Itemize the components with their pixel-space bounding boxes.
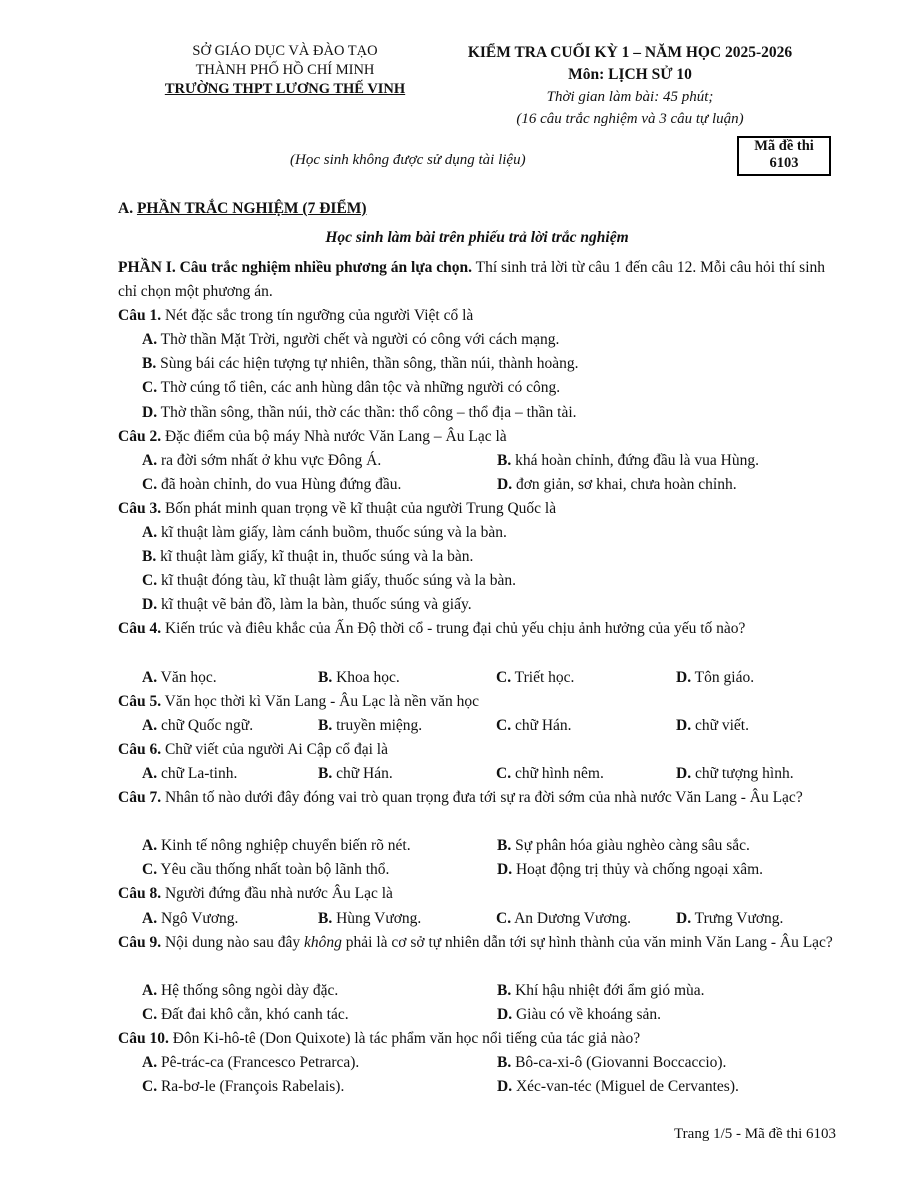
option-c[interactable] bbox=[142, 473, 497, 497]
exam-code-value: 6103 bbox=[769, 155, 799, 171]
option-key: B. bbox=[497, 1054, 512, 1072]
option-key: D. bbox=[497, 861, 513, 879]
option-d[interactable] bbox=[497, 858, 763, 882]
option-text: ra đời sớm nhất ở khu vực Đông Á. bbox=[157, 451, 382, 469]
option-d[interactable] bbox=[676, 907, 783, 931]
option-text: Đất đai khô cằn, khó canh tác. bbox=[157, 1005, 349, 1023]
option-key: B. bbox=[497, 981, 512, 999]
section-a-heading bbox=[118, 200, 367, 218]
option-key: A. bbox=[142, 331, 158, 349]
option-row bbox=[118, 979, 838, 1003]
option-text: kĩ thuật làm giấy, làm cánh buồm, thuốc súng và la bàn. bbox=[157, 524, 507, 542]
city-name: THÀNH PHỐ HỒ CHÍ MINH bbox=[195, 62, 375, 78]
option-key: C. bbox=[142, 572, 158, 590]
option-row bbox=[118, 1003, 838, 1027]
question-count: (16 câu trắc nghiệm và 3 câu tự luận) bbox=[516, 111, 744, 127]
option-row bbox=[118, 1051, 838, 1075]
department-name: SỞ GIÁO DỤC VÀ ĐÀO TẠO bbox=[192, 43, 378, 59]
option-d[interactable] bbox=[676, 714, 749, 738]
option-key: D. bbox=[142, 403, 158, 421]
option-row bbox=[118, 714, 838, 738]
option-text: Thờ thần sông, thần núi, thờ các thần: thổ công – thổ địa – thần tài. bbox=[157, 403, 577, 421]
option-key: B. bbox=[318, 668, 333, 686]
option-text: chữ Quốc ngữ. bbox=[157, 716, 254, 734]
question-emphasis: không bbox=[304, 933, 342, 951]
option-text: kĩ thuật đóng tàu, kĩ thuật làm giấy, thuốc súng và la bàn. bbox=[157, 572, 516, 590]
option-text: chữ tượng hình. bbox=[691, 764, 794, 782]
option-text: Kinh tế nông nghiệp chuyển biến rõ nét. bbox=[157, 837, 411, 855]
school-header bbox=[150, 42, 420, 99]
option-text: Tôn giáo. bbox=[691, 668, 755, 686]
page-footer: Trang 1/5 - Mã đề thi 6103 bbox=[674, 1126, 836, 1142]
section-a-prefix: A. bbox=[118, 200, 137, 217]
section-a-title: PHẦN TRẮC NGHIỆM (7 ĐIỂM) bbox=[136, 200, 367, 217]
option-text: Hoạt động trị thủy và chống ngoại xâm. bbox=[512, 861, 764, 879]
option-row bbox=[118, 666, 838, 690]
question-text: Nét đặc sắc trong tín ngưỡng của người Việt cổ là bbox=[161, 307, 474, 325]
option-text: Triết học. bbox=[511, 668, 575, 686]
option-key: A. bbox=[142, 764, 158, 782]
option-key: B. bbox=[497, 837, 512, 855]
option-a[interactable] bbox=[142, 979, 497, 1003]
option-c[interactable] bbox=[496, 714, 676, 738]
option-text: chữ La-tinh. bbox=[157, 764, 238, 782]
question-number: Câu 4. bbox=[118, 620, 162, 638]
option-b[interactable] bbox=[497, 979, 705, 1003]
option-text: kĩ thuật làm giấy, kĩ thuật in, thuốc súng và la bàn. bbox=[156, 548, 474, 566]
exam-code-box bbox=[737, 136, 831, 176]
option-key: D. bbox=[142, 596, 158, 614]
question-7 bbox=[118, 786, 838, 834]
option-text: Bô-ca-xi-ô (Giovanni Boccaccio). bbox=[511, 1054, 727, 1072]
exam-subject: Môn: LỊCH SỬ 10 bbox=[568, 66, 692, 83]
option-key: C. bbox=[142, 475, 158, 493]
option-key: A. bbox=[142, 837, 158, 855]
option-key: B. bbox=[497, 451, 512, 469]
option-text: đã hoàn chỉnh, do vua Hùng đứng đầu. bbox=[157, 475, 402, 493]
option-d[interactable] bbox=[497, 473, 737, 497]
option-text: Sự phân hóa giàu nghèo càng sâu sắc. bbox=[511, 837, 750, 855]
exam-time: Thời gian làm bài: 45 phút; bbox=[546, 89, 714, 105]
option-b[interactable] bbox=[497, 1051, 726, 1075]
option-c[interactable] bbox=[496, 666, 676, 690]
option-text: Hệ thống sông ngòi dày đặc. bbox=[157, 981, 339, 999]
option-a[interactable] bbox=[142, 907, 318, 931]
option-text: Yêu cầu thống nhất toàn bộ lãnh thổ. bbox=[157, 861, 390, 879]
option-key: A. bbox=[142, 1054, 158, 1072]
question-9 bbox=[118, 931, 838, 979]
option-key: A. bbox=[142, 524, 158, 542]
question-3 bbox=[118, 497, 838, 521]
question-number: Câu 7. bbox=[118, 789, 162, 807]
option-key: B. bbox=[142, 548, 157, 566]
option-a[interactable] bbox=[142, 762, 318, 786]
question-8 bbox=[118, 882, 838, 906]
question-text: phải là cơ sở tự nhiên dẫn tới sự hình thành của văn minh Văn Lang - Âu Lạc? bbox=[341, 933, 833, 951]
option-key: D. bbox=[497, 475, 513, 493]
option-text: Ngô Vương. bbox=[157, 909, 239, 927]
question-number: Câu 8. bbox=[118, 885, 162, 903]
question-number: Câu 9. bbox=[118, 933, 162, 951]
option-text: Khoa học. bbox=[332, 668, 400, 686]
option-key: C. bbox=[496, 668, 512, 686]
option-c[interactable] bbox=[118, 569, 838, 593]
question-number: Câu 5. bbox=[118, 692, 162, 710]
option-row bbox=[118, 762, 838, 786]
question-text: Người đứng đầu nhà nước Âu Lạc là bbox=[161, 885, 393, 903]
no-documents-note: (Học sinh không được sử dụng tài liệu) bbox=[290, 152, 526, 168]
option-row bbox=[118, 834, 838, 858]
option-c[interactable] bbox=[142, 1003, 497, 1027]
option-d[interactable] bbox=[118, 593, 838, 617]
option-a[interactable] bbox=[142, 666, 318, 690]
question-4 bbox=[118, 617, 838, 665]
part1-title: PHẦN I. Câu trắc nghiệm nhiều phương án lựa chọn. bbox=[118, 259, 473, 276]
option-d[interactable] bbox=[676, 666, 754, 690]
question-text: Văn học thời kì Văn Lang - Âu Lạc là nền văn học bbox=[161, 692, 480, 710]
option-key: D. bbox=[676, 716, 692, 734]
question-6 bbox=[118, 738, 838, 762]
option-a[interactable] bbox=[142, 1051, 497, 1075]
option-text: kĩ thuật vẽ bản đồ, làm la bàn, thuốc súng và giấy. bbox=[157, 596, 472, 614]
question-text: Đôn Ki-hô-tê (Don Quixote) là tác phẩm văn học nổi tiếng của tác giả nào? bbox=[168, 1030, 641, 1047]
option-c[interactable] bbox=[142, 1075, 497, 1099]
option-c[interactable] bbox=[496, 907, 676, 931]
option-b[interactable] bbox=[118, 352, 838, 376]
option-key: A. bbox=[142, 909, 158, 927]
option-text: Ra-bơ-le (François Rabelais). bbox=[157, 1078, 345, 1096]
option-key: C. bbox=[496, 764, 512, 782]
option-text: Giàu có về khoáng sản. bbox=[512, 1005, 662, 1023]
question-number: Câu 2. bbox=[118, 427, 162, 445]
option-text: Thờ cúng tổ tiên, các anh hùng dân tộc và những người có công. bbox=[157, 379, 561, 397]
option-b[interactable] bbox=[497, 449, 759, 473]
part1-desc: Thí sinh trả lời từ câu 1 đến câu 12. Mỗi câu hỏi thí sinh chỉ chọn một phương án. bbox=[118, 259, 825, 301]
question-text: Kiến trúc và điêu khắc của Ấn Độ thời cổ - trung đại chủ yếu chịu ảnh hưởng của yếu tố nào? bbox=[161, 620, 746, 638]
question-1 bbox=[118, 304, 838, 328]
exam-title: KIỂM TRA CUỐI KỲ 1 – NĂM HỌC 2025-2026 bbox=[467, 44, 793, 61]
option-b[interactable] bbox=[118, 545, 838, 569]
question-2 bbox=[118, 425, 838, 449]
option-key: D. bbox=[497, 1005, 513, 1023]
part1-intro bbox=[118, 256, 838, 304]
option-text: Văn học. bbox=[157, 668, 217, 686]
option-b[interactable] bbox=[497, 834, 750, 858]
question-5 bbox=[118, 690, 838, 714]
option-key: D. bbox=[497, 1078, 513, 1096]
option-key: A. bbox=[142, 981, 158, 999]
option-a[interactable] bbox=[142, 834, 497, 858]
option-a[interactable] bbox=[118, 328, 838, 352]
option-c[interactable] bbox=[496, 762, 676, 786]
option-row bbox=[118, 449, 838, 473]
option-text: đơn giản, sơ khai, chưa hoàn chỉnh. bbox=[512, 475, 737, 493]
option-text: chữ viết. bbox=[691, 716, 749, 734]
option-text: Khí hậu nhiệt đới ẩm gió mùa. bbox=[511, 981, 705, 999]
option-row bbox=[118, 907, 838, 931]
option-a[interactable] bbox=[118, 521, 838, 545]
question-number: Câu 1. bbox=[118, 307, 162, 325]
option-text: An Dương Vương. bbox=[511, 909, 631, 927]
section-a-instruction: Học sinh làm bài trên phiếu trả lời trắc nghiệm bbox=[325, 229, 629, 246]
option-key: C. bbox=[142, 861, 158, 879]
question-text: Bốn phát minh quan trọng về kĩ thuật của người Trung Quốc là bbox=[161, 499, 557, 517]
option-text: truyền miệng. bbox=[332, 716, 423, 734]
option-key: A. bbox=[142, 668, 158, 686]
option-row bbox=[118, 858, 838, 882]
question-number: Câu 6. bbox=[118, 740, 162, 758]
exam-header bbox=[430, 42, 830, 130]
option-text: Pê-trác-ca (Francesco Petrarca). bbox=[157, 1054, 360, 1072]
question-number: Câu 10. bbox=[118, 1030, 169, 1047]
option-b[interactable] bbox=[318, 907, 496, 931]
option-text: chữ Hán. bbox=[511, 716, 572, 734]
option-key: B. bbox=[142, 355, 157, 373]
option-text: chữ hình nêm. bbox=[511, 764, 604, 782]
option-key: B. bbox=[318, 764, 333, 782]
option-key: C. bbox=[496, 716, 512, 734]
option-b[interactable] bbox=[318, 666, 496, 690]
question-text: Nhân tố nào dưới đây đóng vai trò quan trọng đưa tới sự ra đời sớm của nhà nước Văn Lang - Âu Lạc? bbox=[161, 789, 803, 807]
question-number: Câu 3. bbox=[118, 499, 162, 517]
option-d[interactable] bbox=[497, 1003, 661, 1027]
option-text: Trưng Vương. bbox=[691, 909, 784, 927]
option-key: B. bbox=[318, 909, 333, 927]
option-text: Thờ thần Mặt Trời, người chết và người có công với cách mạng. bbox=[157, 331, 560, 349]
option-c[interactable] bbox=[118, 376, 838, 400]
option-a[interactable] bbox=[142, 714, 318, 738]
option-b[interactable] bbox=[318, 762, 496, 786]
question-text: Đặc điểm của bộ máy Nhà nước Văn Lang – Âu Lạc là bbox=[161, 427, 507, 445]
school-name: TRƯỜNG THPT LƯƠNG THẾ VINH bbox=[164, 81, 406, 97]
option-c[interactable] bbox=[142, 858, 497, 882]
question-text: Chữ viết của người Ai Cập cổ đại là bbox=[161, 740, 388, 758]
option-key: C. bbox=[496, 909, 512, 927]
option-b[interactable] bbox=[318, 714, 496, 738]
option-text: Hùng Vương. bbox=[332, 909, 422, 927]
option-key: D. bbox=[676, 764, 692, 782]
option-key: C. bbox=[142, 1078, 158, 1096]
option-key: D. bbox=[676, 909, 692, 927]
option-key: C. bbox=[142, 379, 158, 397]
exam-code-label: Mã đề thi bbox=[754, 138, 814, 154]
option-a[interactable] bbox=[142, 449, 497, 473]
option-key: D. bbox=[676, 668, 692, 686]
question-text: Nội dung nào sau đây bbox=[161, 933, 304, 951]
option-d[interactable] bbox=[118, 401, 838, 425]
option-text: chữ Hán. bbox=[332, 764, 393, 782]
option-d[interactable] bbox=[676, 762, 794, 786]
option-key: C. bbox=[142, 1005, 158, 1023]
question-content bbox=[118, 256, 838, 1099]
option-d[interactable] bbox=[497, 1075, 739, 1099]
option-row bbox=[118, 1075, 838, 1099]
option-text: Xéc-van-téc (Miguel de Cervantes). bbox=[512, 1078, 739, 1096]
option-row bbox=[118, 473, 838, 497]
option-key: A. bbox=[142, 716, 158, 734]
option-key: A. bbox=[142, 451, 158, 469]
option-text: khá hoàn chỉnh, đứng đầu là vua Hùng. bbox=[511, 451, 759, 469]
option-text: Sùng bái các hiện tượng tự nhiên, thần sông, thần núi, thành hoàng. bbox=[156, 355, 579, 373]
option-key: B. bbox=[318, 716, 333, 734]
question-10 bbox=[118, 1027, 838, 1051]
